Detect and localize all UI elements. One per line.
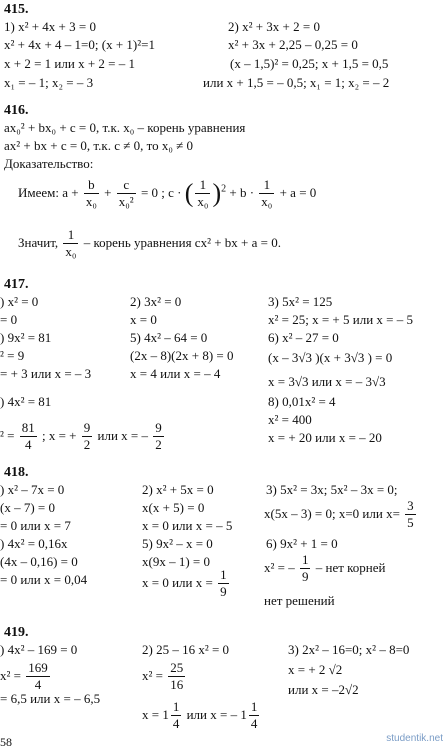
ex417-line: ) 4x² = 81	[0, 394, 52, 409]
fraction	[117, 178, 136, 210]
ex417-line: 8) 0,01x² = 4	[268, 394, 336, 409]
formula-text: Значит,	[18, 234, 59, 250]
formula-text: + a = 0	[279, 184, 317, 200]
squared-mark: 2	[221, 183, 227, 195]
ex417-line: 5) 4x² – 64 = 0	[130, 330, 208, 345]
left-paren: (	[184, 178, 194, 208]
exercise-415-number: 415.	[4, 2, 29, 17]
ex416-formula	[18, 178, 316, 210]
fraction	[153, 421, 164, 453]
ex419-line: или x = –2√2	[288, 682, 359, 697]
fraction	[63, 228, 78, 260]
ex419-line: ) 4x² – 169 = 0	[0, 642, 78, 657]
numerator: 169	[26, 661, 50, 677]
formula-text: – нет корней	[315, 559, 386, 575]
fraction	[249, 700, 260, 732]
numerator: b	[84, 178, 99, 194]
ex417-line: x² = 25; x = + 5 или x = – 5	[268, 312, 413, 327]
denominator: x₀	[197, 194, 209, 210]
ex415-line: (x – 1,5)² = 0,25; x + 1,5 = 0,5	[230, 56, 389, 71]
ex416-line: ax² + bx + c = 0, т.к. c ≠ 0, то x₀ ≠ 0	[4, 138, 194, 153]
exercise-418-number: 418.	[4, 465, 29, 480]
ex417-line: (2x – 8)(2x + 8) = 0	[130, 348, 234, 363]
ex417-line: = 0	[0, 312, 18, 327]
formula-text: = 0 ; c ·	[140, 184, 182, 200]
ex418-fraction-line	[142, 568, 231, 600]
fraction	[218, 568, 229, 600]
ex419-line: 2) 25 – 16 x² = 0	[142, 642, 230, 657]
ex418-line: 6) 9x² + 1 = 0	[266, 536, 338, 551]
formula-text: x(5x – 3) = 0; x=0 или x=	[264, 505, 400, 521]
ex415-line: 2) x² + 3x + 2 = 0	[228, 19, 320, 34]
ex417-line: ² = 9	[0, 348, 25, 363]
ex417-line: x = 3√3 или x = – 3√3	[268, 374, 386, 389]
ex419-line: x = + 2 √2	[288, 662, 343, 677]
formula-text: x² =	[0, 667, 21, 683]
numerator: 1	[259, 178, 274, 194]
ex415-line: x² + 3x + 2,25 – 0,25 = 0	[228, 37, 358, 52]
fraction	[195, 178, 210, 210]
ex415-line: или x + 1,5 = – 0,5; x₁ = 1; x₂ = – 2	[203, 75, 390, 90]
fraction	[26, 661, 50, 693]
page-number: 58	[0, 735, 12, 749]
formula-text: ; x = +	[41, 427, 77, 443]
ex417-line: 3) 5x² = 125	[268, 294, 333, 309]
numerator: 81	[20, 421, 37, 437]
ex417-line: (x – 3√3 )(x + 3√3 ) = 0	[268, 350, 393, 365]
ex417-line: x = 4 или x = – 4	[130, 366, 221, 381]
formula-text: + b ·	[229, 184, 255, 200]
ex415-line: x + 2 = 1 или x + 2 = – 1	[4, 56, 135, 71]
fraction	[171, 700, 182, 732]
fraction	[405, 499, 416, 531]
formula-text: ² =	[0, 427, 15, 443]
numerator: 1	[218, 568, 229, 584]
ex418-line: = 0 или x = 7	[0, 518, 71, 533]
ex417-line: x² = 400	[268, 412, 312, 427]
ex417-line: 2) 3x² = 0	[130, 294, 182, 309]
ex417-line: x = + 20 или x = – 20	[268, 430, 382, 445]
ex417-line: x = 0	[130, 312, 157, 327]
numerator: 25	[168, 661, 185, 677]
ex419-line: = 6,5 или x = – 6,5	[0, 691, 101, 706]
fraction	[82, 421, 93, 453]
ex418-line: (4x – 0,16) = 0	[0, 554, 78, 569]
ex418-line: ) x² – 7x = 0	[0, 482, 65, 497]
ex417-fraction-line	[0, 421, 166, 453]
ex418-fraction-line	[264, 553, 385, 585]
ex418-line: 5) 9x² – x = 0	[142, 536, 213, 551]
fraction	[300, 553, 311, 585]
ex419-fraction-line	[142, 700, 261, 732]
ex417-line: ) 9x² = 81	[0, 330, 52, 345]
exercise-417-number: 417.	[4, 277, 29, 292]
fraction	[20, 421, 37, 453]
denominator: 2	[155, 437, 162, 453]
fraction	[84, 178, 99, 210]
formula-text: или x = –	[97, 427, 148, 443]
right-paren: )	[212, 178, 222, 208]
exercise-416-number: 416.	[4, 103, 29, 118]
numerator: c	[117, 178, 136, 194]
denominator: 2	[83, 437, 91, 453]
denominator: x₀	[261, 194, 273, 210]
numerator: 3	[405, 499, 416, 515]
formula-text: x = 0 или x =	[142, 574, 213, 590]
watermark: studentik.net	[386, 733, 443, 744]
ex419-line: 3) 2x² – 16=0; x² – 8=0	[288, 642, 410, 657]
ex417-line: ) x² = 0	[0, 294, 39, 309]
ex418-line: ) 4x² = 0,16x	[0, 536, 68, 551]
plus-sign: +	[104, 184, 112, 200]
denominator: 5	[407, 515, 414, 531]
ex415-line: 1) x² + 4x + 3 = 0	[4, 19, 96, 34]
denominator: x₀	[65, 244, 77, 260]
ex418-line: x = 0 или x = – 5	[142, 518, 233, 533]
ex416-line: Доказательство:	[4, 156, 94, 171]
ex416-conclusion	[18, 228, 281, 260]
numerator: 1	[171, 700, 182, 716]
denominator: 16	[170, 677, 184, 693]
ex418-line: = 0 или x = 0,04	[0, 572, 88, 587]
ex418-line: (x – 7) = 0	[0, 500, 55, 515]
ex416-line: ax₀² + bx₀ + c = 0, т.к. x₀ – корень уравнения	[4, 120, 246, 135]
ex418-fraction-line	[264, 499, 418, 531]
denominator: 4	[172, 716, 180, 732]
ex418-line: 3) 5x² = 3x; 5x² – 3x = 0;	[266, 482, 398, 497]
denominator: 9	[301, 569, 309, 585]
fraction	[259, 178, 274, 210]
formula-text: x² = –	[264, 559, 295, 575]
ex418-line: x(9x – 1) = 0	[142, 554, 210, 569]
formula-text: x = 1	[142, 706, 169, 722]
numerator: 1	[195, 178, 210, 194]
formula-text: – корень уравнения cx² + bx + a = 0.	[83, 234, 281, 250]
ex419-fraction-line	[0, 661, 52, 693]
ex417-line: 6) x² – 27 = 0	[268, 330, 339, 345]
numerator: 9	[82, 421, 93, 437]
denominator: 4	[34, 677, 42, 693]
ex415-line: x₁ = – 1; x₂ = – 3	[4, 75, 94, 90]
denominator: x₀	[85, 194, 97, 210]
denominator: 4	[250, 716, 258, 732]
numerator: 1	[63, 228, 78, 244]
numerator: 1	[300, 553, 311, 569]
exercise-419-number: 419.	[4, 625, 29, 640]
ex418-line: 2) x² + 5x = 0	[142, 482, 214, 497]
ex418-line: x(x + 5) = 0	[142, 500, 205, 515]
ex417-line: = + 3 или x = – 3	[0, 366, 92, 381]
numerator: 9	[153, 421, 164, 437]
ex418-line: нет решений	[264, 593, 335, 608]
formula-text: или x = – 1	[186, 706, 247, 722]
ex415-line: x² + 4x + 4 – 1=0; (x + 1)²=1	[4, 37, 155, 52]
numerator: 1	[249, 700, 260, 716]
ex419-fraction-line	[142, 661, 187, 693]
formula-text: Имеем: a +	[18, 184, 79, 200]
denominator: 4	[24, 437, 32, 453]
formula-text: x² =	[142, 667, 163, 683]
denominator: 9	[220, 584, 227, 600]
denominator: x₀²	[118, 194, 134, 210]
fraction	[168, 661, 185, 693]
